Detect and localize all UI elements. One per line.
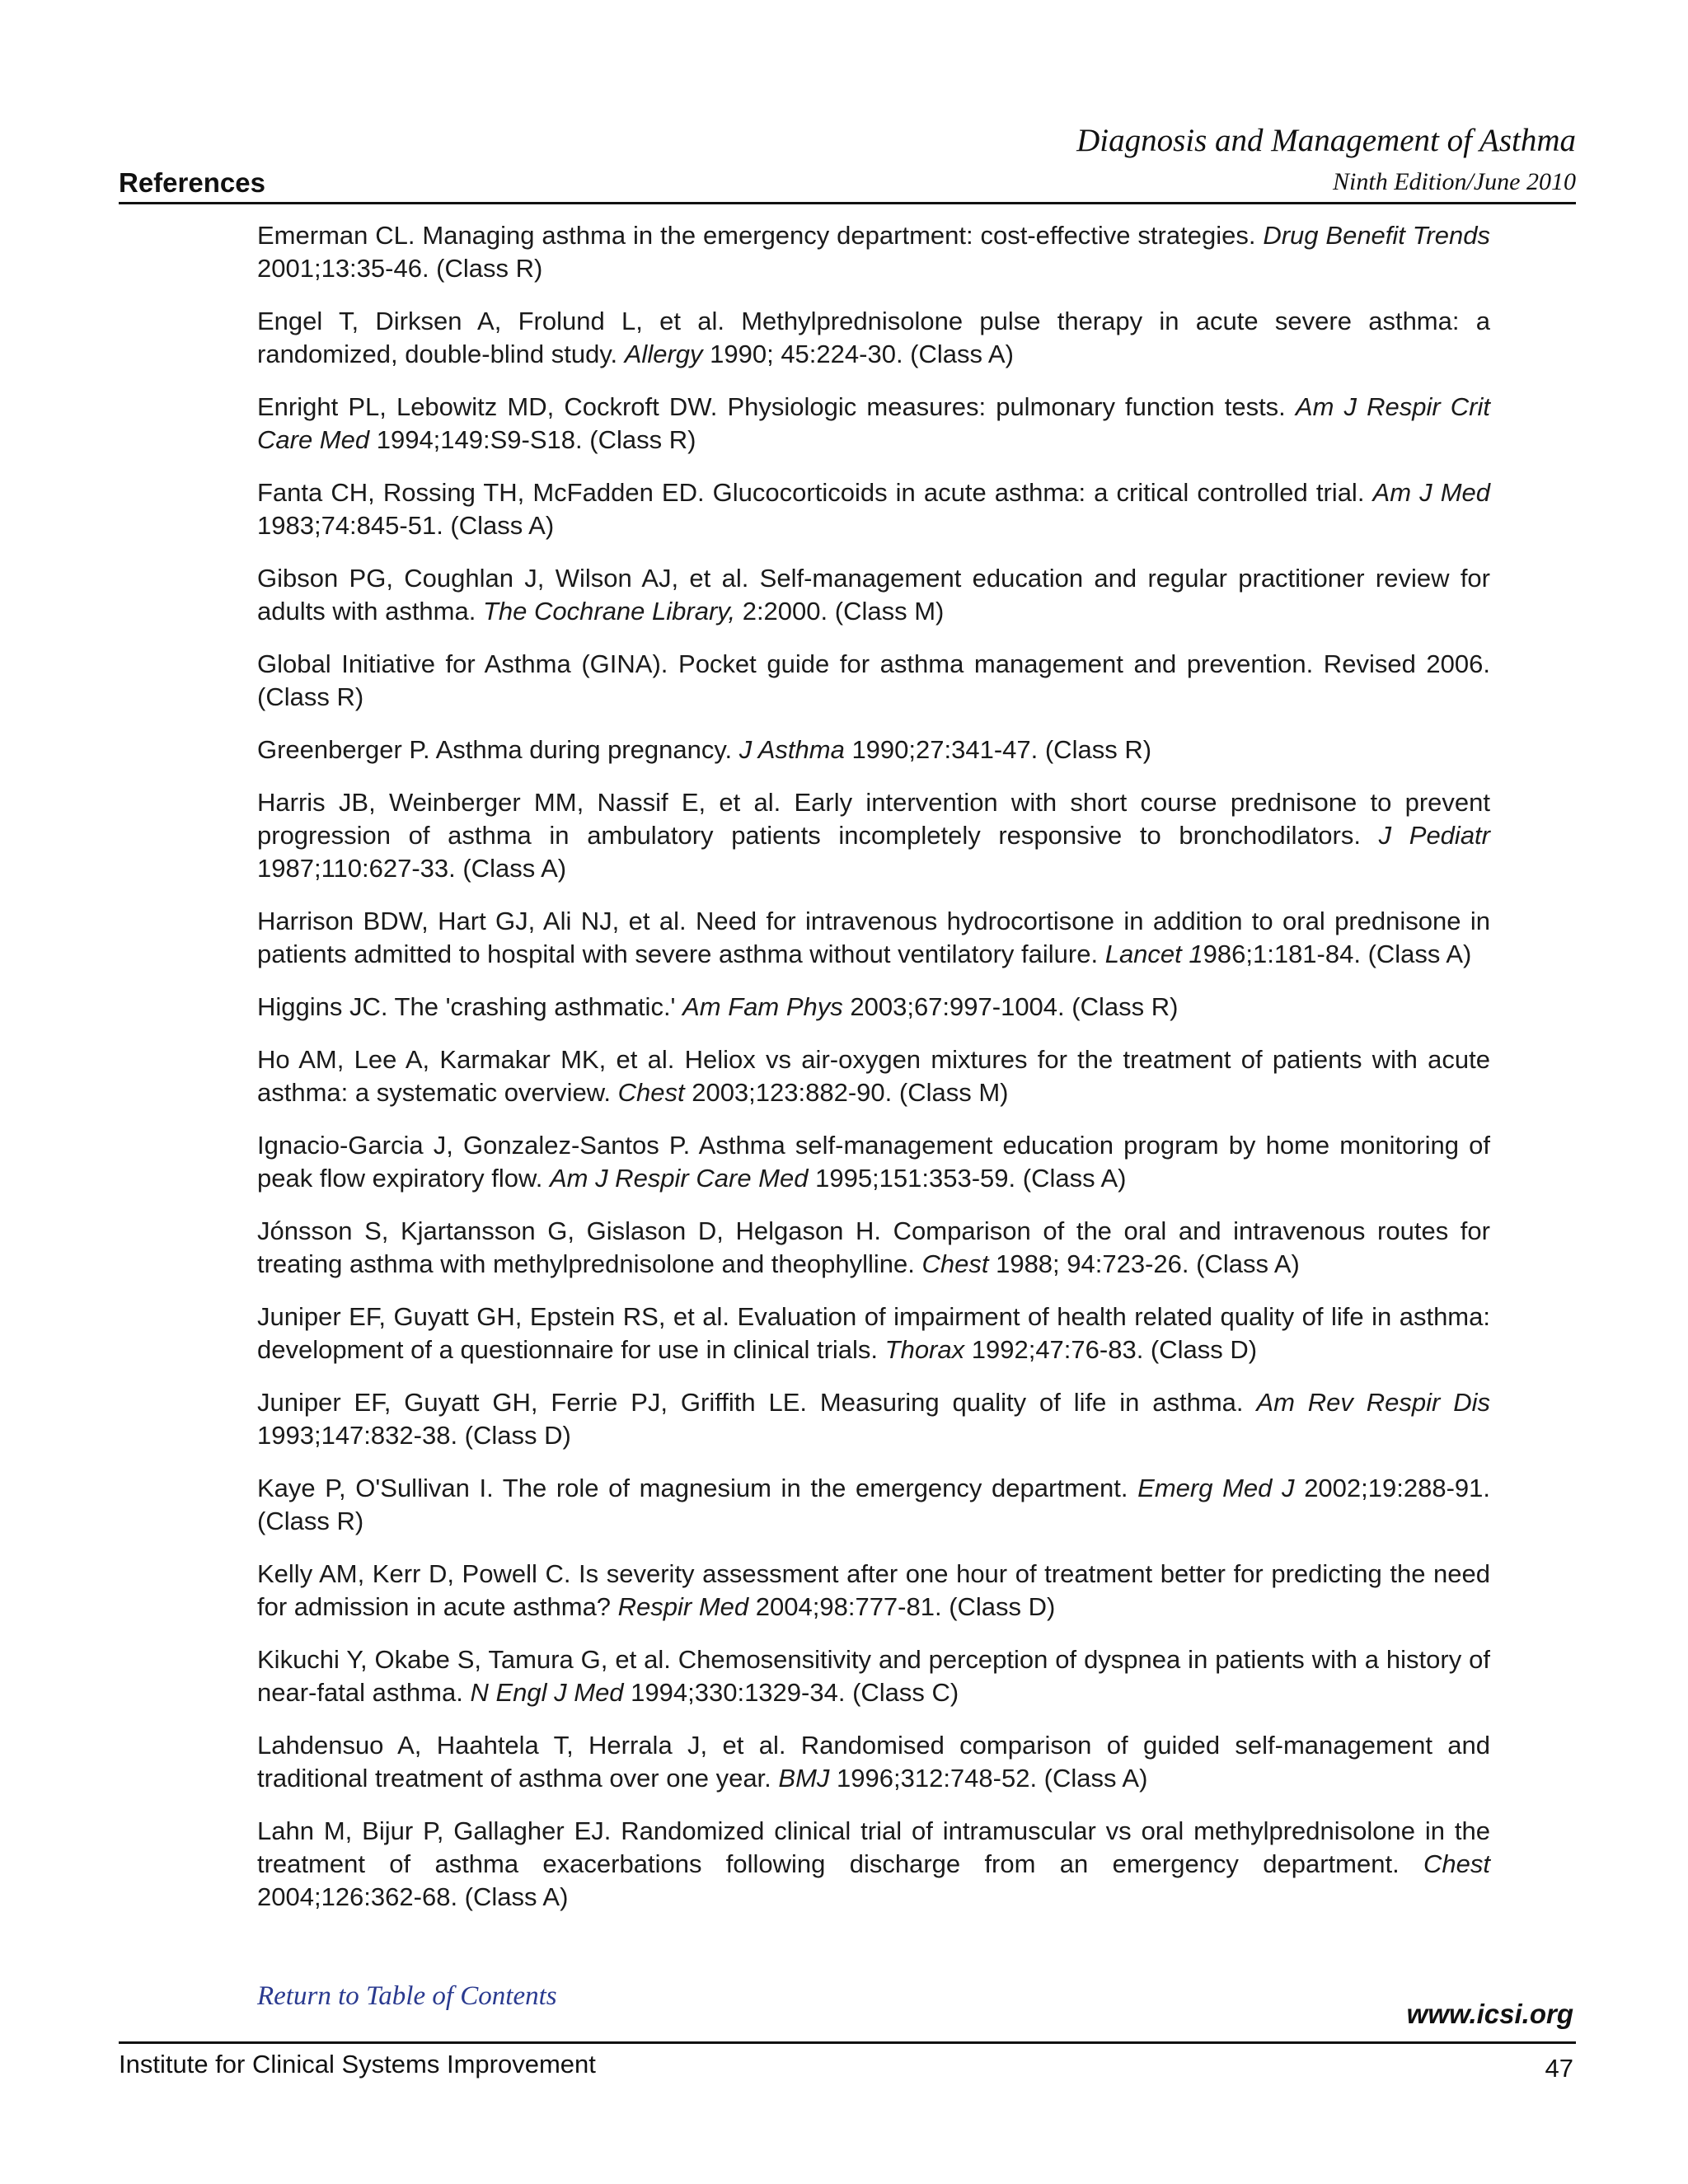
journal-name: J Asthma: [738, 735, 845, 764]
return-to-toc-link[interactable]: Return to Table of Contents: [257, 1981, 557, 2011]
organization-name: Institute for Clinical Systems Improvement: [119, 2050, 596, 2079]
journal-name: Am J Med: [1372, 478, 1490, 507]
header-divider: [119, 202, 1576, 204]
reference-item: Higgins JC. The 'crashing asthmatic.' Am Fam Phys 2003;67:997-1004. (Class R): [257, 992, 1179, 1021]
journal-name: Chest: [921, 1249, 989, 1278]
reference-item: Kelly AM, Kerr D, Powell C. Is severity assessment after one hour of treatment better for predicting the need for admission in acute asthma? Respir Med 2004;98:777-81. (Class D): [257, 1559, 1490, 1621]
reference-item: Engel T, Dirksen A, Frolund L, et al. Methylprednisolone pulse therapy in acute severe asthma: a randomized, double-blind study. Allergy 1990; 45:224-30. (Class A): [257, 307, 1490, 368]
journal-name: Emerg Med J: [1137, 1474, 1295, 1502]
journal-name: BMJ: [778, 1764, 830, 1793]
reference-item: Lahn M, Bijur P, Gallagher EJ. Randomized clinical trial of intramuscular vs oral methylprednisolone in the treatment of asthma exacerbations following discharge from an emergency department. Chest 2004;126:362-68. (Class A): [257, 1816, 1490, 1911]
journal-name: Am J Respir Care Med: [549, 1164, 809, 1193]
journal-name: N Engl J Med: [470, 1678, 624, 1707]
footer-divider: [119, 2041, 1576, 2044]
journal-name: The Cochrane Library,: [482, 597, 736, 626]
reference-item: Kaye P, O'Sullivan I. The role of magnesium in the emergency department. Emerg Med J 2002;19:288-91. (Class R): [257, 1474, 1490, 1535]
reference-item: Fanta CH, Rossing TH, McFadden ED. Glucocorticoids in acute asthma: a critical controlled trial. Am J Med 1983;74:845-51. (Class A): [257, 478, 1490, 540]
reference-item: Harris JB, Weinberger MM, Nassif E, et al. Early intervention with short course prednisone to prevent progression of asthma in ambulatory patients incompletely responsive to bronchodilators. J Pediatr 1987;110:627-33. (Class A): [257, 788, 1490, 883]
reference-item: Juniper EF, Guyatt GH, Epstein RS, et al. Evaluation of impairment of health related quality of life in asthma: development of a questionnaire for use in clinical trials. Thorax 1992;47:76-83. (Class D): [257, 1302, 1490, 1364]
reference-item: Lahdensuo A, Haahtela T, Herrala J, et al. Randomised comparison of guided self-management and traditional treatment of asthma over one year. BMJ 1996;312:748-52. (Class A): [257, 1731, 1490, 1793]
website-url: www.icsi.org: [1406, 1999, 1573, 2029]
journal-name: Allergy: [624, 340, 703, 368]
document-title: Diagnosis and Management of Asthma: [1076, 123, 1576, 158]
journal-name: Am J Respir Crit Care Med: [257, 392, 1490, 454]
journal-name: Am Fam Phys: [682, 992, 843, 1021]
reference-item: Ho AM, Lee A, Karmakar MK, et al. Heliox vs air-oxygen mixtures for the treatment of patients with acute asthma: a systematic overview. Chest 2003;123:882-90. (Class M): [257, 1045, 1490, 1107]
reference-item: Juniper EF, Guyatt GH, Ferrie PJ, Griffith LE. Measuring quality of life in asthma. Am Rev Respir Dis 1993;147:832-38. (Class D): [257, 1388, 1490, 1450]
journal-name: Drug Benefit Trends: [1263, 221, 1490, 250]
journal-name: Chest: [1423, 1849, 1490, 1878]
journal-name: Respir Med: [617, 1592, 749, 1621]
reference-item: Kikuchi Y, Okabe S, Tamura G, et al. Chemosensitivity and perception of dyspnea in patients with a history of near-fatal asthma. N Engl J Med 1994;330:1329-34. (Class C): [257, 1645, 1490, 1707]
journal-name: Am Rev Respir Dis: [1256, 1388, 1490, 1417]
reference-list: [257, 219, 1490, 1933]
journal-name: Chest: [617, 1078, 685, 1107]
reference-item: Enright PL, Lebowitz MD, Cockroft DW. Physiologic measures: pulmonary function tests. Am J Respir Crit Care Med 1994;149:S9-S18. (Class R): [257, 392, 1490, 454]
page-number: 47: [1545, 2054, 1573, 2083]
reference-item: Emerman CL. Managing asthma in the emergency department: cost-effective strategies. Drug Benefit Trends 2001;13:35-46. (Class R): [257, 221, 1490, 283]
reference-item: Ignacio-Garcia J, Gonzalez-Santos P. Asthma self-management education program by home monitoring of peak flow expiratory flow. Am J Respir Care Med 1995;151:353-59. (Class A): [257, 1131, 1490, 1193]
journal-name: J Pediatr: [1378, 821, 1490, 850]
document-edition: Ninth Edition/June 2010: [1333, 168, 1576, 195]
reference-item: Jónsson S, Kjartansson G, Gislason D, Helgason H. Comparison of the oral and intravenous routes for treating asthma with methylprednisolone and theophylline. Chest 1988; 94:723-26. (Class A): [257, 1216, 1490, 1278]
journal-name: Lancet 1: [1104, 940, 1203, 968]
reference-item: Harrison BDW, Hart GJ, Ali NJ, et al. Need for intravenous hydrocortisone in addition to oral prednisone in patients admitted to hospital with severe asthma without ventilatory failure. Lancet 1986;1:181-84. (Class A): [257, 907, 1490, 968]
journal-name: Thorax: [884, 1335, 965, 1364]
section-heading: References: [119, 167, 265, 198]
reference-item: Greenberger P. Asthma during pregnancy. J Asthma 1990;27:341-47. (Class R): [257, 735, 1152, 764]
reference-item: Global Initiative for Asthma (GINA). Pocket guide for asthma management and prevention. Revised 2006. (Class R): [257, 649, 1490, 711]
reference-item: Gibson PG, Coughlan J, Wilson AJ, et al. Self-management education and regular practitioner review for adults with asthma. The Cochrane Library, 2:2000. (Class M): [257, 564, 1490, 626]
